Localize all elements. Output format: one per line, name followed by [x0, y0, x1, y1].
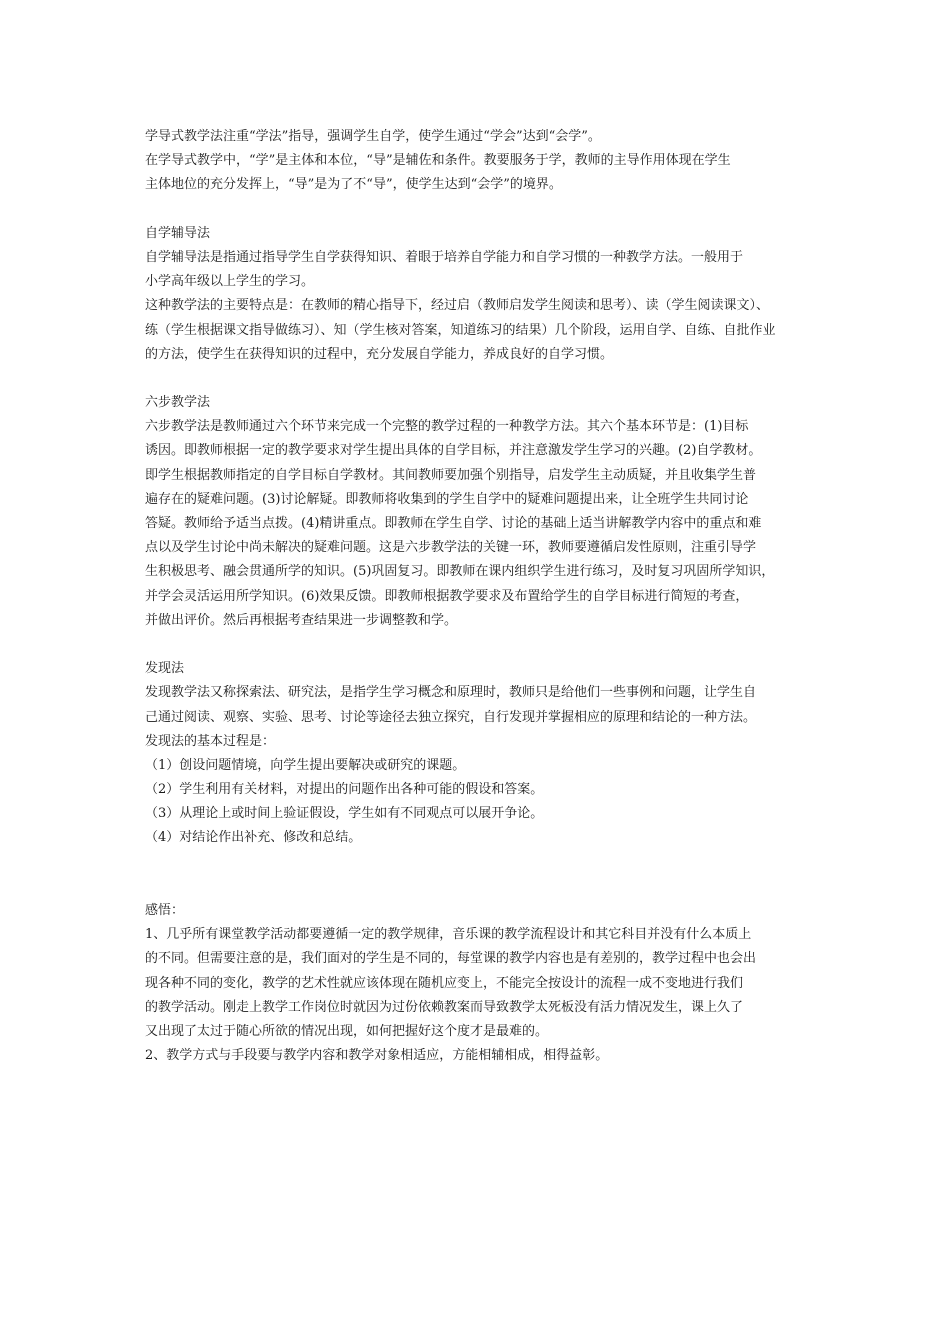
- paragraph-line: 在学导式教学中，“学”是主体和本位，“导”是辅佐和条件。教要服务于学，教师的主导作用体现在学生: [145, 153, 731, 169]
- paragraph-line: 又出现了太过于随心所欲的情况出现，如何把握好这个度才是最难的。: [145, 1023, 549, 1039]
- paragraph-line: 的方法，使学生在获得知识的过程中，充分发展自学能力，养成良好的自学习惯。: [145, 346, 614, 362]
- paragraph-line: 的教学活动。刚走上教学工作岗位时就因为过份依赖教案而导致教学太死板没有活力情况发生，课上久了: [145, 999, 744, 1015]
- paragraph-line: 小学高年级以上学生的学习。: [145, 274, 315, 290]
- paragraph-line: 答疑。教师给予适当点拨。(4)精讲重点。即教师在学生自学、讨论的基础上适当讲解教学内容中的重点和难: [145, 516, 762, 531]
- paragraph-line: 点以及学生讨论中尚未解决的疑难问题。这是六步教学法的关键一环，教师要遵循启发性原则，注重引导学: [145, 540, 757, 556]
- section-heading: 自学辅导法: [145, 225, 211, 241]
- paragraph-line: 并学会灵活运用所学知识。(6)效果反馈。即教师根据教学要求及布置给学生的自学目标进行简短的考查，: [145, 588, 749, 604]
- paragraph-line: 六步教学法是教师通过六个环节来完成一个完整的教学过程的一种教学方法。其六个基本环节是：(1)目标: [145, 419, 749, 435]
- paragraph-line: 诱因。即教师根据一定的教学要求对学生提出具体的自学目标，并注意激发学生学习的兴趣。(2)自学教材。: [145, 443, 762, 459]
- paragraph-line: 发现教学法又称探索法、研究法，是指学生学习概念和原理时，教师只是给他们一些事例和问题，让学生自: [145, 685, 757, 701]
- paragraph-line: 这种教学法的主要特点是：在教师的精心指导下，经过启（教师启发学生阅读和思考）、读（学生阅读课文）、: [145, 298, 770, 314]
- document-page: [145, 125, 825, 1068]
- list-item: （1）创设问题情境，向学生提出要解决或研究的课题。: [145, 757, 466, 773]
- self-study-section: [145, 222, 825, 367]
- paragraph-line: 自学辅导法是指通过指导学生自学获得知识、着眼于培养自学能力和自学习惯的一种教学方法。一般用于: [145, 249, 744, 265]
- list-item: （3）从理论上或时间上验证假设，学生如有不同观点可以展开争论。: [145, 806, 544, 822]
- reflection-section: [145, 899, 825, 1068]
- paragraph-line: 2、教学方式与手段要与教学内容和教学对象相适应，方能相辅相成，相得益彰。: [145, 1048, 609, 1064]
- section-heading: 发现法: [145, 661, 185, 677]
- paragraph-line: 并做出评价。然后再根据考查结果进一步调整教和学。: [145, 612, 458, 628]
- intro-section: [145, 125, 825, 198]
- list-item: （4）对结论作出补充、修改和总结。: [145, 830, 362, 846]
- paragraph-line: 生积极思考、融会贯通所学的知识。(5)巩固复习。即教师在课内组织学生进行练习，及时复习巩固所学知识，: [145, 564, 775, 580]
- paragraph-line: 1、几乎所有课堂教学活动都要遵循一定的教学规律，音乐课的教学流程设计和其它科目并没有什么本质上: [145, 927, 752, 943]
- list-item: （2）学生利用有关材料，对提出的问题作出各种可能的假设和答案。: [145, 782, 544, 798]
- paragraph-line: 己通过阅读、观察、实验、思考、讨论等途径去独立探究，自行发现并掌握相应的原理和结论的一种方法。: [145, 709, 757, 725]
- paragraph-line: 即学生根据教师指定的自学目标自学教材。其间教师要加强个别指导，启发学生主动质疑，并且收集学生普: [145, 467, 757, 483]
- paragraph-line: 发现法的基本过程是：: [145, 733, 276, 749]
- paragraph-line: 的不同。但需要注意的是，我们面对的学生是不同的，每堂课的教学内容也是有差别的，教学过程中也会出: [145, 951, 757, 967]
- paragraph-line: 现各种不同的变化，教学的艺术性就应该体现在随机应变上，不能完全按设计的流程一成不变地进行我们: [145, 975, 744, 991]
- paragraph-line: 练（学生根据课文指导做练习）、知（学生核对答案，知道练习的结果）几个阶段，运用自学、自练、自批作业: [145, 322, 776, 338]
- six-step-section: [145, 391, 825, 633]
- section-spacer: [145, 851, 825, 899]
- section-heading: 感悟：: [145, 903, 185, 919]
- section-spacer: [145, 633, 825, 657]
- section-spacer: [145, 367, 825, 391]
- paragraph-line: 主体地位的充分发挥上，“导”是为了不“导”，使学生达到“会学”的境界。: [145, 177, 562, 193]
- discovery-section: [145, 657, 825, 851]
- paragraph-line: 遍存在的疑难问题。(3)讨论解疑。即教师将收集到的学生自学中的疑难问题提出来，让全班学生共同讨论: [145, 491, 749, 507]
- section-heading: 六步教学法: [145, 395, 211, 411]
- paragraph-line: 学导式教学法注重“学法”指导，强调学生自学，使学生通过“学会”达到“会学”。: [145, 129, 601, 144]
- section-spacer: [145, 198, 825, 222]
